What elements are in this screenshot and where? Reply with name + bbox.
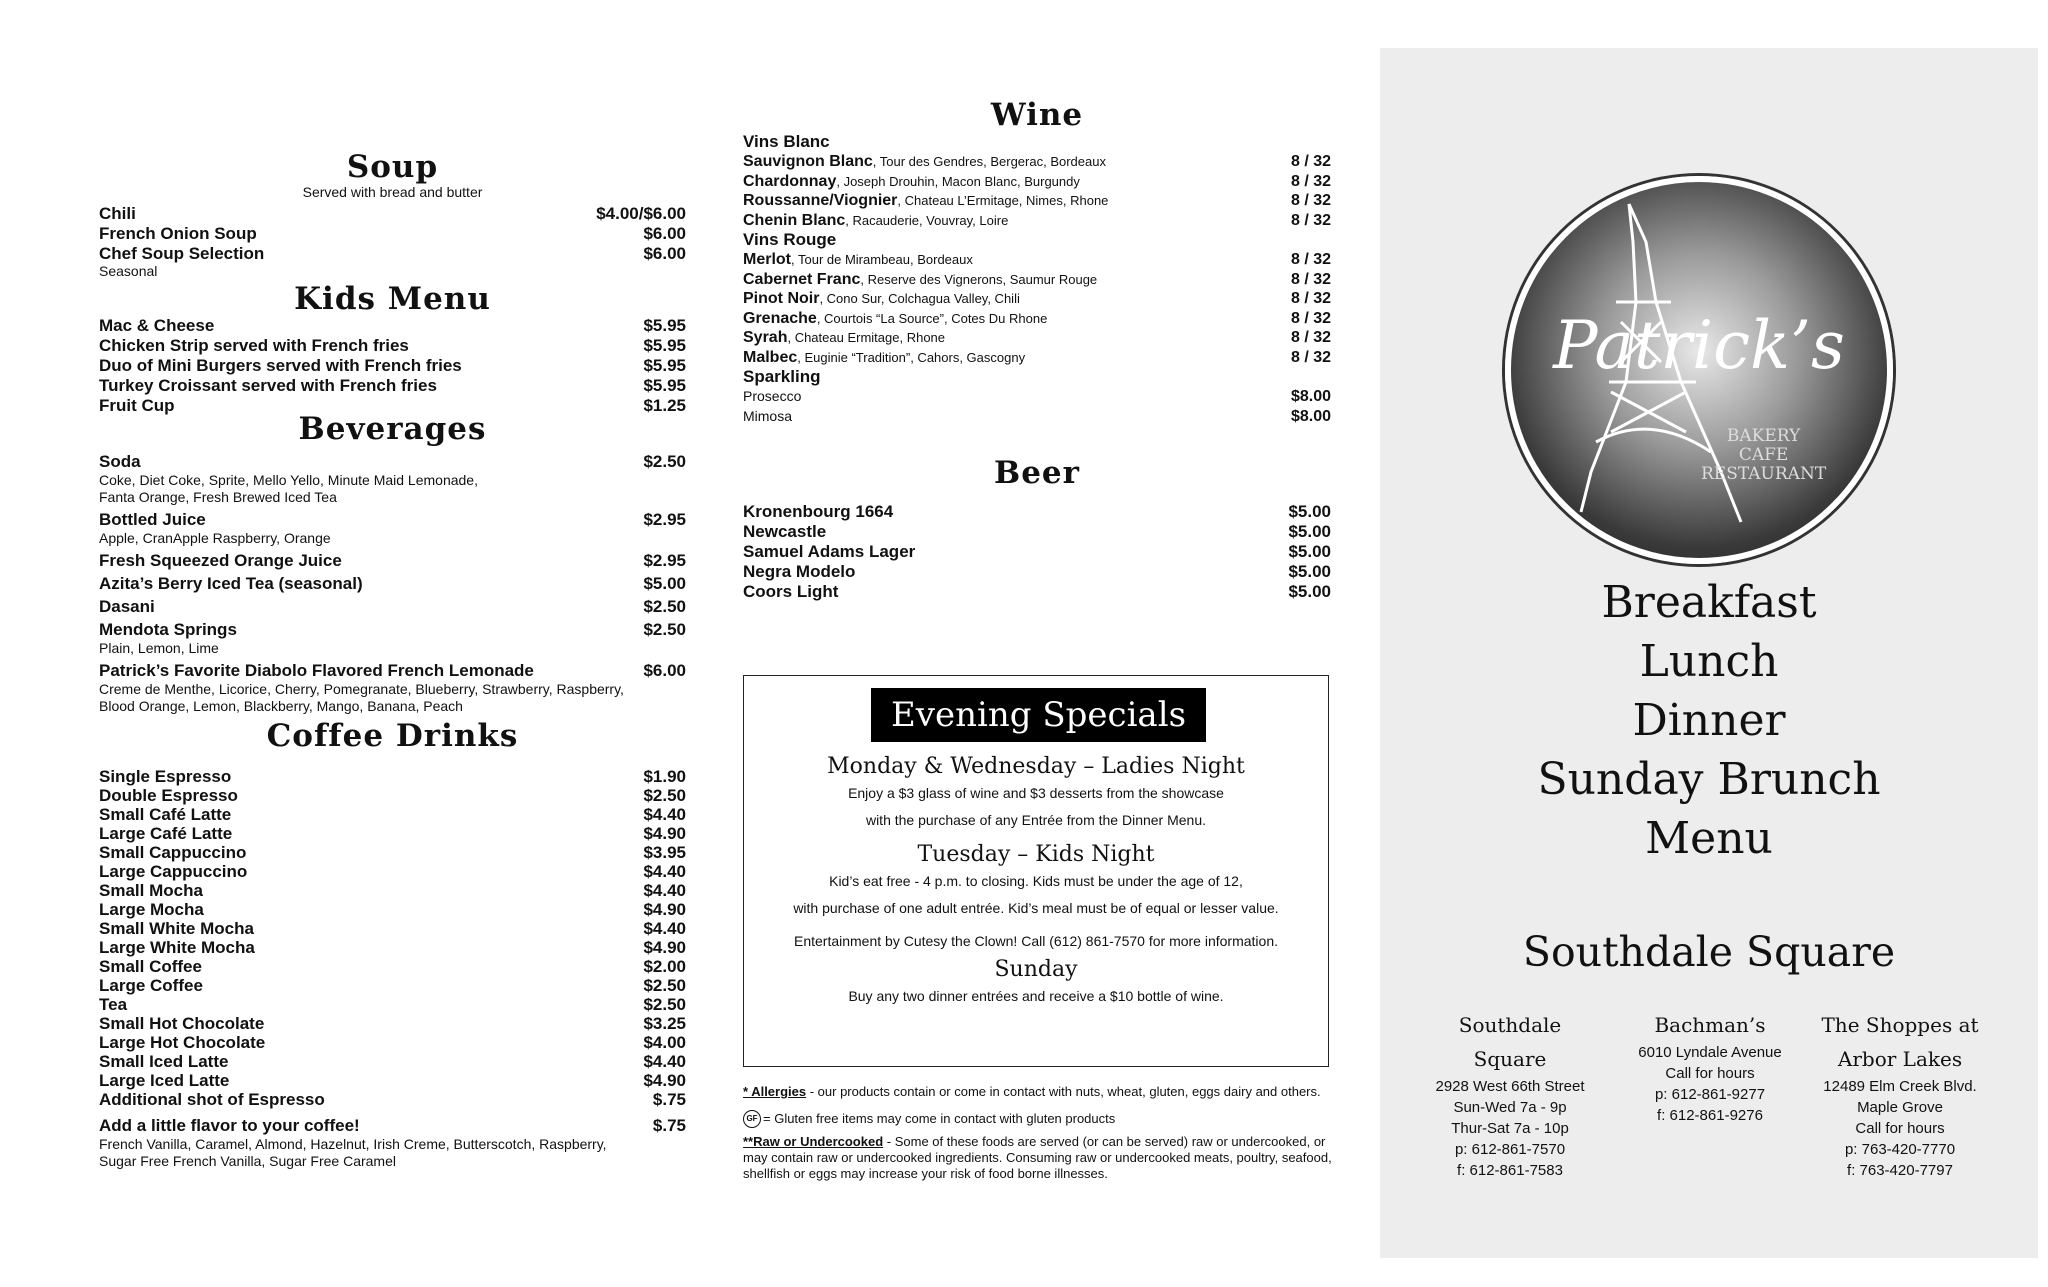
item-name-text: Small Café Latte	[99, 805, 232, 824]
allergies-label: * Allergies	[743, 1084, 807, 1099]
item-name	[99, 957, 202, 976]
item-name-text: Mimosa	[743, 407, 793, 424]
special-text: Kid’s eat free - 4 p.m. to closing. Kids must be under the age of 12,	[829, 873, 1243, 889]
special-text: Buy any two dinner entrées and receive a $10 bottle of wine.	[848, 988, 1224, 1004]
item-name: Fruit Cup	[99, 396, 175, 415]
raw-label: **Raw or Undercooked	[743, 1134, 884, 1149]
item-desc: , Racauderie, Vouvray, Loire	[845, 212, 1009, 228]
store-line: Call for hours	[1855, 1120, 1945, 1137]
location-title: Southdale Square	[1522, 928, 1896, 976]
store-line: Maple Grove	[1857, 1099, 1943, 1116]
soup-title: Soup	[346, 149, 439, 185]
item-desc: Seasonal	[99, 263, 158, 279]
item-name-text: Small Iced Latte	[99, 1052, 229, 1071]
meal-item: Breakfast	[1601, 577, 1817, 628]
item-price: 8 / 32	[1290, 192, 1331, 209]
item-name	[99, 767, 231, 786]
item-name-text: Prosecco	[743, 388, 802, 404]
item-price: $4.40	[643, 1052, 686, 1071]
coffee-list	[99, 767, 686, 1109]
item-price: $2.50	[643, 452, 686, 471]
item-name-text: Merlot	[743, 251, 791, 268]
menu-item	[99, 204, 686, 224]
menu-item	[743, 328, 1331, 348]
menu-item	[99, 843, 686, 862]
item-price: $1.25	[643, 396, 686, 415]
item-desc: , Chateau L’Ermitage, Nimes, Rhone	[897, 193, 1109, 208]
meal-item: Lunch	[1639, 636, 1779, 687]
item-name-text: Large Café Latte	[99, 824, 233, 843]
item-name	[743, 152, 1106, 172]
item-price: $3.25	[643, 1014, 686, 1033]
item-name	[743, 502, 893, 522]
meal-item: Dinner	[1632, 695, 1786, 746]
item-price: $5.95	[643, 316, 686, 335]
special-text: with purchase of one adult entrée. Kid’s meal must be of equal or lesser value.	[793, 900, 1279, 916]
store-name: Southdale	[1458, 1013, 1562, 1037]
menu-item	[99, 1071, 686, 1090]
item-name	[743, 562, 855, 582]
item-desc: Blood Orange, Lemon, Blackberry, Mango, Banana, Peach	[99, 698, 463, 714]
item-price: $6.00	[643, 244, 686, 263]
item-price: $5.95	[643, 356, 686, 375]
wine-category: Vins Rouge	[743, 230, 837, 249]
item-name-text: Small Hot Chocolate	[99, 1014, 265, 1033]
menu-item	[99, 336, 686, 356]
menu-item	[99, 316, 686, 336]
item-desc: , Joseph Drouhin, Macon Blanc, Burgundy	[836, 173, 1080, 189]
item-price: $4.00/$6.00	[596, 204, 686, 223]
menu-item	[99, 244, 686, 264]
item-price: $5.95	[643, 376, 686, 395]
item-price: $5.00	[1288, 502, 1331, 521]
store-line: p: 763-420-7770	[1844, 1141, 1956, 1158]
menu-item	[743, 522, 1331, 542]
menu-item	[743, 250, 1331, 270]
item-name	[99, 1014, 264, 1033]
menu-item	[743, 582, 1331, 602]
item-name-text: Large White Mocha	[99, 938, 255, 957]
item-name: Chef Soup Selection	[99, 244, 265, 263]
menu-item	[99, 1014, 686, 1033]
store-name: Arbor Lakes	[1837, 1047, 1963, 1071]
item-price: $5.00	[643, 574, 686, 593]
beverages-title: Beverages	[298, 411, 487, 447]
item-name-text: Large Coffee	[99, 976, 203, 995]
soup-subtitle: Served with bread and butter	[302, 184, 483, 200]
item-name	[99, 862, 247, 881]
menu-item	[99, 1116, 686, 1136]
item-price: $5.00	[1288, 542, 1331, 561]
item-name-text: Chardonnay	[743, 172, 837, 190]
item-name	[743, 328, 945, 348]
menu-item	[99, 1033, 686, 1052]
item-name: Turkey Croissant served with French fries	[99, 376, 437, 395]
item-name: Chicken Strip served with French fries	[99, 336, 409, 355]
menu-item	[743, 211, 1331, 231]
item-price: 8 / 32	[1290, 270, 1331, 288]
store-line: Call for hours	[1665, 1065, 1755, 1082]
item-name	[99, 1033, 265, 1052]
menu-item	[99, 786, 686, 805]
menu-item	[743, 502, 1331, 522]
menu-item	[743, 172, 1331, 192]
wine-category: Vins Blanc	[743, 132, 830, 151]
item-price: $6.00	[643, 661, 686, 680]
menu-item	[99, 224, 686, 244]
gluten-free-text: = Gluten free items may come in contact with gluten products	[763, 1111, 1116, 1126]
item-name-text: Chenin Blanc	[743, 211, 846, 229]
store-line: Sun-Wed 7a - 9p	[1453, 1099, 1567, 1116]
special-heading: Monday & Wednesday – Ladies Night	[827, 754, 1245, 779]
meal-item: Sunday Brunch	[1537, 754, 1881, 805]
meal-list	[1380, 573, 2038, 868]
item-name-text: Double Espresso	[99, 786, 238, 805]
item-desc: , Euginie “Tradition”, Cahors, Gascogny	[797, 349, 1026, 365]
item-price: $4.40	[643, 862, 686, 881]
item-name-text: Single Espresso	[99, 767, 232, 786]
menu-item	[743, 387, 1331, 407]
store-arbor-lakes	[1805, 1008, 1995, 1181]
item-name: Mac & Cheese	[99, 316, 215, 335]
beer-title: Beer	[994, 455, 1080, 491]
item-desc: French Vanilla, Caramel, Almond, Hazelnut, Irish Creme, Butterscotch, Raspberry,	[99, 1136, 607, 1152]
store-line: f: 612-861-9276	[1657, 1107, 1763, 1124]
item-name-text: Sauvignon Blanc	[743, 153, 873, 170]
store-line: Thur-Sat 7a - 10p	[1451, 1120, 1569, 1137]
item-price: 8 / 32	[1290, 251, 1331, 268]
menu-item	[99, 1052, 686, 1071]
item-name	[743, 582, 838, 602]
special-text: with the purchase of any Entrée from the Dinner Menu.	[865, 812, 1207, 828]
store-line: 6010 Lyndale Avenue	[1638, 1044, 1782, 1061]
menu-item	[743, 309, 1331, 329]
special-text: Entertainment by Cutesy the Clown! Call (612) 861-7570 for more information.	[793, 933, 1278, 949]
item-name-text: Small White Mocha	[99, 919, 254, 938]
item-name-text: Additional shot of Espresso	[99, 1090, 325, 1109]
item-price: $4.40	[643, 805, 686, 824]
item-name	[99, 805, 231, 824]
special-heading: Tuesday – Kids Night	[917, 842, 1155, 867]
item-price: $2.50	[643, 995, 686, 1014]
menu-item	[743, 348, 1331, 368]
item-desc: , Tour de Mirambeau, Bordeaux	[791, 252, 973, 267]
item-price: $4.90	[643, 938, 686, 957]
item-name	[99, 824, 232, 843]
menu-item	[99, 900, 686, 919]
menu-item	[99, 881, 686, 900]
item-name-text: Tea	[99, 995, 128, 1014]
item-name: French Onion Soup	[99, 224, 257, 243]
item-price: 8 / 32	[1290, 172, 1331, 190]
gluten-free-icon: GF	[743, 1110, 761, 1128]
item-desc: , Reserve des Vignerons, Saumur Rouge	[860, 271, 1098, 287]
item-name-text: Small Cappuccino	[99, 843, 247, 862]
item-name	[743, 542, 915, 562]
item-desc: Apple, CranApple Raspberry, Orange	[99, 530, 331, 546]
item-name-text: Kronenbourg 1664	[743, 502, 894, 521]
kids-title: Kids Menu	[294, 281, 491, 317]
menu-item	[99, 976, 686, 995]
item-price: $4.00	[643, 1033, 686, 1052]
item-price: $6.00	[643, 224, 686, 243]
item-name: Fresh Squeezed Orange Juice	[99, 551, 342, 570]
store-name: The Shoppes at	[1821, 1013, 1979, 1037]
specials-title: Evening Specials	[871, 688, 1206, 742]
store-name: Bachman’s	[1654, 1013, 1766, 1037]
item-desc: Fanta Orange, Fresh Brewed Iced Tea	[99, 489, 337, 505]
store-bachmans	[1615, 1008, 1805, 1126]
item-name-text: Large Hot Chocolate	[99, 1033, 266, 1052]
item-name-text: Roussanne/Viognier	[743, 192, 898, 209]
item-price: 8 / 32	[1290, 348, 1331, 366]
logo-subtitle	[1701, 427, 1826, 484]
item-price: $4.40	[643, 881, 686, 900]
raw-text: - Some of these foods are served (or can be served) raw or undercooked, or may contain raw or undercooked ingredients. Consuming raw or undercooked meats, poultry, seafood, shellfish or eggs may increase your risk of food borne illnesses.	[743, 1134, 1332, 1181]
coffee-title: Coffee Drinks	[266, 718, 519, 754]
meal-item: Menu	[1645, 813, 1773, 864]
item-desc: Plain, Lemon, Lime	[99, 640, 219, 656]
item-name	[743, 250, 973, 270]
item-price: $2.50	[643, 597, 686, 616]
item-name	[99, 843, 246, 862]
wine-blanc-list	[743, 152, 1331, 230]
item-price: $4.40	[643, 919, 686, 938]
item-name	[743, 387, 801, 407]
item-price: $2.95	[643, 551, 686, 570]
menu-item	[99, 574, 686, 594]
item-price: $2.50	[643, 620, 686, 639]
item-name	[99, 786, 238, 805]
item-name-text: Small Coffee	[99, 957, 202, 976]
item-name: Soda	[99, 452, 141, 471]
item-price: $8.00	[1290, 407, 1331, 425]
wine-title: Wine	[990, 97, 1084, 133]
menu-item	[99, 995, 686, 1014]
item-name-text: Cabernet Franc	[743, 270, 861, 288]
item-price: $1.90	[643, 767, 686, 786]
store-southdale	[1415, 1008, 1605, 1181]
item-name: Chili	[99, 204, 136, 223]
item-desc: Sugar Free French Vanilla, Sugar Free Caramel	[99, 1153, 396, 1169]
item-name	[99, 1052, 228, 1071]
item-desc: , Chateau Ermitage, Rhone	[787, 330, 946, 345]
store-line: 2928 West 66th Street	[1435, 1078, 1585, 1095]
item-name	[743, 289, 1020, 309]
gluten-free-note	[743, 1110, 1343, 1128]
item-price: $2.50	[643, 976, 686, 995]
item-name: Add a little flavor to your coffee!	[99, 1116, 360, 1135]
wine-sparkling-list	[743, 387, 1331, 426]
item-name	[743, 348, 1025, 368]
item-name-text: Pinot Noir	[743, 290, 820, 307]
item-price: $4.90	[643, 824, 686, 843]
menu-item	[99, 1090, 686, 1109]
item-price: $4.90	[643, 900, 686, 919]
wine-category: Sparkling	[743, 367, 821, 386]
item-name: Bottled Juice	[99, 510, 206, 529]
item-name	[743, 211, 1008, 231]
special-heading: Sunday	[994, 957, 1078, 982]
item-price: $5.00	[1288, 582, 1331, 601]
logo-sub-line: RESTAURANT	[1701, 464, 1827, 484]
store-name: Square	[1473, 1047, 1547, 1071]
item-name-text: Large Cappuccino	[99, 862, 248, 881]
special-text: Enjoy a $3 glass of wine and $3 desserts from the showcase	[848, 785, 1224, 801]
menu-item	[99, 862, 686, 881]
left-column	[99, 0, 686, 1170]
item-name-text: Negra Modelo	[743, 562, 856, 581]
item-desc: , Courtois “La Source”, Cotes Du Rhone	[816, 310, 1048, 326]
item-name-text: Small Mocha	[99, 881, 203, 900]
menu-item	[99, 919, 686, 938]
item-name-text: Large Iced Latte	[99, 1071, 230, 1090]
item-price: 8 / 32	[1290, 290, 1331, 307]
menu-item	[99, 767, 686, 786]
item-name	[743, 309, 1047, 329]
menu-item	[99, 938, 686, 957]
item-name: Azita’s Berry Iced Tea (seasonal)	[99, 574, 363, 593]
menu-item	[99, 551, 686, 571]
item-name: Dasani	[99, 597, 155, 616]
menu-item	[743, 191, 1331, 211]
item-name	[99, 976, 203, 995]
menu-item	[99, 805, 686, 824]
item-name-text: Samuel Adams Lager	[743, 542, 916, 561]
item-desc: , Cono Sur, Colchagua Valley, Chili	[819, 291, 1020, 306]
item-price: $.75	[652, 1116, 686, 1135]
item-name-text: Large Mocha	[99, 900, 204, 919]
item-price: $2.50	[643, 786, 686, 805]
item-price: $4.90	[643, 1071, 686, 1090]
menu-item	[743, 289, 1331, 309]
logo-sub-line: CAFE	[1738, 445, 1789, 465]
item-price: 8 / 32	[1290, 329, 1331, 346]
evening-specials-box	[743, 675, 1329, 1067]
item-desc: Coke, Diet Coke, Sprite, Mello Yello, Minute Maid Lemonade,	[99, 472, 478, 488]
item-name: Patrick’s Favorite Diabolo Flavored French Lemonade	[99, 661, 534, 680]
item-desc: , Tour des Gendres, Bergerac, Bordeaux	[872, 154, 1106, 169]
item-name	[743, 191, 1108, 211]
item-name: Duo of Mini Burgers served with French fries	[99, 356, 462, 375]
store-line: f: 612-861-7583	[1457, 1162, 1563, 1179]
brand-panel	[1380, 48, 2038, 1258]
item-price: $5.00	[1288, 562, 1331, 581]
item-name	[99, 938, 255, 957]
menu-item	[99, 957, 686, 976]
menu-item	[743, 152, 1331, 172]
wine-rouge-list	[743, 250, 1331, 367]
logo-wordmark: Patrick’s	[1553, 307, 1845, 384]
item-name	[743, 407, 792, 427]
patricks-logo	[1505, 176, 1893, 564]
store-line: f: 763-420-7797	[1847, 1162, 1953, 1179]
logo-sub-line: BAKERY	[1726, 426, 1801, 446]
menu-item	[99, 661, 686, 681]
item-name	[99, 881, 203, 900]
menu-item	[743, 562, 1331, 582]
item-name-text: Syrah	[743, 329, 788, 346]
item-name-text: Newcastle	[743, 522, 827, 541]
menu-item	[743, 407, 1331, 427]
item-price: $5.00	[1288, 522, 1331, 541]
store-line: p: 612-861-9277	[1654, 1086, 1766, 1103]
store-line: 12489 Elm Creek Blvd.	[1823, 1078, 1977, 1095]
item-name	[99, 995, 127, 1014]
item-name-text: Coors Light	[743, 582, 839, 601]
item-price: 8 / 32	[1290, 211, 1331, 229]
item-desc: Creme de Menthe, Licorice, Cherry, Pomegranate, Blueberry, Strawberry, Raspberry,	[99, 681, 624, 697]
menu-item	[99, 824, 686, 843]
menu-item	[99, 597, 686, 617]
allergies-text: - our products contain or come in contact with nuts, wheat, gluten, eggs dairy and others.	[806, 1084, 1321, 1099]
item-price: $8.00	[1290, 388, 1331, 405]
item-name	[743, 270, 1097, 290]
middle-column	[743, 0, 1331, 602]
item-name: Mendota Springs	[99, 620, 237, 639]
item-price: $.75	[652, 1090, 686, 1109]
item-name-text: Malbec	[743, 348, 798, 366]
item-price: $5.95	[643, 336, 686, 355]
item-name	[99, 900, 204, 919]
item-price: $3.95	[643, 843, 686, 862]
beer-list	[743, 502, 1331, 602]
menu-item	[99, 376, 686, 396]
item-name	[99, 1090, 325, 1109]
allergies-note	[743, 1084, 1343, 1100]
menu-item	[99, 452, 686, 472]
item-price: 8 / 32	[1290, 153, 1331, 170]
menu-item	[99, 620, 686, 640]
menu-item	[743, 270, 1331, 290]
item-price: 8 / 32	[1290, 309, 1331, 327]
store-line: p: 612-861-7570	[1454, 1141, 1566, 1158]
raw-note	[743, 1134, 1343, 1182]
item-price: $2.95	[643, 510, 686, 529]
menu-item	[743, 542, 1331, 562]
item-price: $2.00	[643, 957, 686, 976]
item-name	[99, 919, 254, 938]
item-name	[743, 522, 826, 542]
item-name	[743, 172, 1080, 192]
menu-item	[99, 356, 686, 376]
item-name	[99, 1071, 229, 1090]
item-name-text: Grenache	[743, 309, 817, 327]
menu-item	[99, 510, 686, 530]
